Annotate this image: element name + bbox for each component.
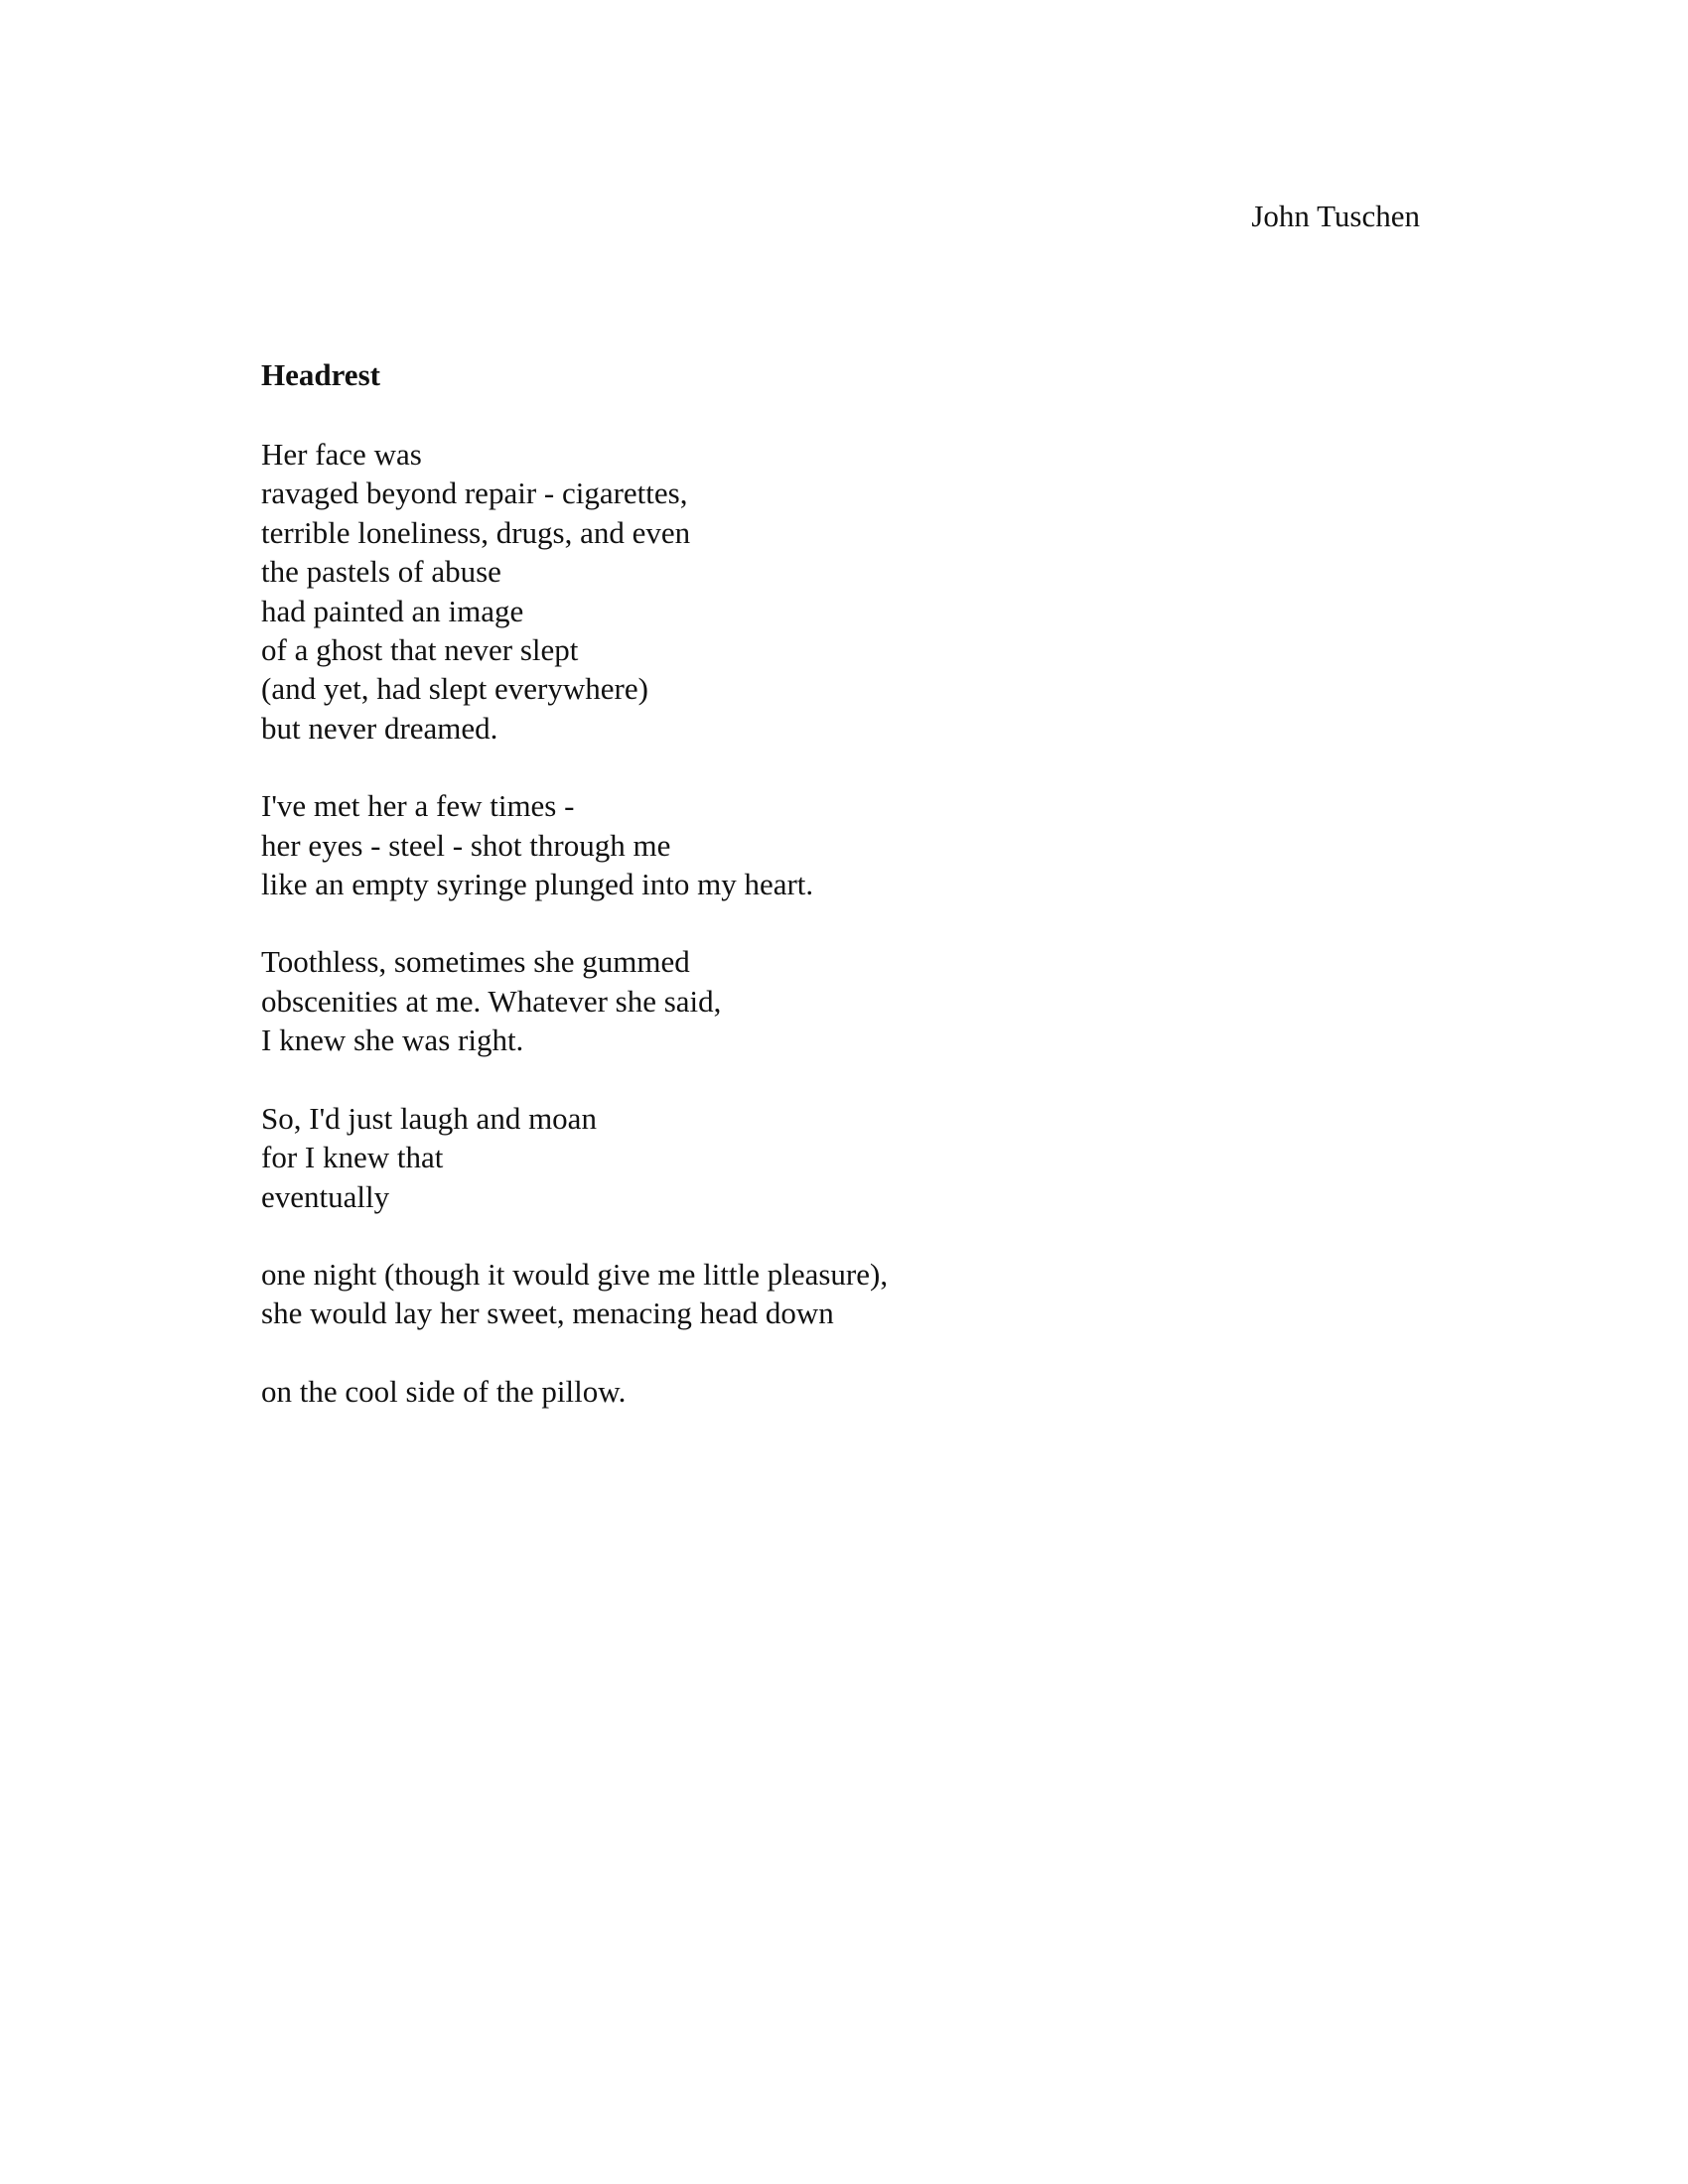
poem-line: obscenities at me. Whatever she said,: [261, 983, 722, 1019]
stanza-3: [261, 942, 1353, 1059]
poem-line: for I knew that: [261, 1140, 444, 1175]
stanza-6: [261, 1372, 1353, 1411]
poem-line: I knew she was right.: [261, 1023, 524, 1058]
poem-line: Her face was: [261, 437, 422, 472]
poem-line: eventually: [261, 1178, 390, 1214]
poem-line: ravaged beyond repair - cigarettes,: [261, 476, 688, 511]
author-name: John Tuschen: [1251, 199, 1420, 233]
poem-line: of a ghost that never slept: [261, 632, 579, 668]
poem-line: like an empty syringe plunged into my heart.: [261, 867, 814, 902]
poem-line: I've met her a few times -: [261, 788, 575, 824]
poem-line: Toothless, sometimes she gummed: [261, 944, 690, 980]
poem-line: (and yet, had slept everywhere): [261, 671, 648, 707]
poem-line: So, I'd just laugh and moan: [261, 1100, 597, 1136]
poem-line: her eyes - steel - shot through me: [261, 827, 671, 863]
poem-line: terrible loneliness, drugs, and even: [261, 514, 691, 550]
poem-line: she would lay her sweet, menacing head down: [261, 1296, 834, 1331]
stanza-4: [261, 1099, 1353, 1216]
poem-line: had painted an image: [261, 593, 524, 628]
poem-line: but never dreamed.: [261, 710, 498, 746]
stanza-5: [261, 1255, 1353, 1333]
stanza-2: [261, 786, 1353, 903]
poem-line: on the cool side of the pillow.: [261, 1373, 627, 1409]
poem-title: Headrest: [261, 357, 380, 392]
stanza-1: [261, 435, 1353, 748]
poem: [261, 355, 1353, 1449]
poem-line: one night (though it would give me little pleasure),: [261, 1256, 889, 1292]
poem-line: the pastels of abuse: [261, 554, 501, 590]
